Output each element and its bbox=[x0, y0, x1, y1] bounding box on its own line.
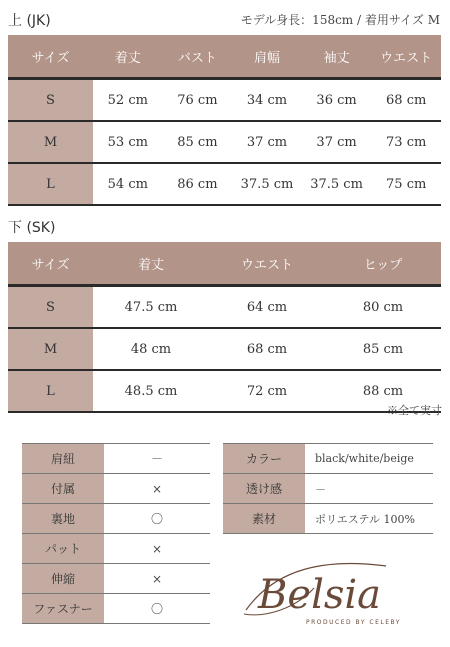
table-cell: 80 cm bbox=[325, 286, 441, 329]
header-cell: 着丈 bbox=[93, 35, 163, 79]
table-cell: 48.5 cm bbox=[93, 370, 209, 412]
table-cell: 68 cm bbox=[371, 79, 441, 122]
table-cell: 52 cm bbox=[93, 79, 163, 122]
table-cell: 85 cm bbox=[325, 328, 441, 370]
spec-key: カラー bbox=[223, 444, 305, 474]
top-size-table bbox=[8, 35, 441, 206]
measurement-note: ※全て実寸 bbox=[387, 404, 442, 417]
top-header-row bbox=[8, 35, 441, 79]
table-cell: 37 cm bbox=[232, 121, 302, 163]
bottom-size-table bbox=[8, 242, 441, 413]
spec-row bbox=[223, 474, 433, 504]
table-cell: 37 cm bbox=[302, 121, 372, 163]
table-cell: 76 cm bbox=[163, 79, 233, 122]
table-row bbox=[8, 163, 441, 205]
spec-row bbox=[22, 594, 210, 624]
spec-row bbox=[22, 444, 210, 474]
table-cell: 48 cm bbox=[93, 328, 209, 370]
logo-wordmark: Belsia bbox=[258, 572, 382, 618]
header-cell: ウエスト bbox=[209, 242, 325, 286]
size-label: L bbox=[8, 370, 93, 412]
spec-key: ファスナー bbox=[22, 594, 104, 624]
spec-value: 〇 bbox=[104, 504, 210, 534]
spec-key: 透け感 bbox=[223, 474, 305, 504]
model-size-note: モデル身長：158cm / 着用サイズ M bbox=[240, 13, 440, 27]
size-label: S bbox=[8, 286, 93, 329]
size-label: M bbox=[8, 328, 93, 370]
table-cell: 47.5 cm bbox=[93, 286, 209, 329]
bottom-section-title: 下 (SK) bbox=[8, 220, 56, 236]
header-cell: 袖丈 bbox=[302, 35, 372, 79]
spec-key: 裏地 bbox=[22, 504, 104, 534]
size-label: S bbox=[8, 79, 93, 122]
header-cell: ウエスト bbox=[371, 35, 441, 79]
header-cell: サイズ bbox=[8, 35, 93, 79]
table-cell: 36 cm bbox=[302, 79, 372, 122]
spec-table-left bbox=[22, 443, 210, 624]
table-row bbox=[8, 121, 441, 163]
spec-row bbox=[223, 504, 433, 534]
logo-tagline: PRODUCED BY CELEBY bbox=[306, 619, 401, 626]
spec-table-right bbox=[223, 443, 433, 534]
table-cell: 54 cm bbox=[93, 163, 163, 205]
table-row bbox=[8, 79, 441, 122]
spec-row bbox=[22, 504, 210, 534]
table-row bbox=[8, 286, 441, 329]
header-cell: 肩幅 bbox=[232, 35, 302, 79]
table-cell: 34 cm bbox=[232, 79, 302, 122]
spec-row bbox=[22, 534, 210, 564]
table-cell: 86 cm bbox=[163, 163, 233, 205]
bottom-header-row bbox=[8, 242, 441, 286]
size-label: M bbox=[8, 121, 93, 163]
table-cell: 85 cm bbox=[163, 121, 233, 163]
spec-value: × bbox=[104, 534, 210, 564]
header-cell: ヒップ bbox=[325, 242, 441, 286]
header-cell: バスト bbox=[163, 35, 233, 79]
spec-key: 素材 bbox=[223, 504, 305, 534]
header-cell: 着丈 bbox=[93, 242, 209, 286]
table-row bbox=[8, 328, 441, 370]
spec-value: ポリエステル 100% bbox=[305, 504, 433, 534]
top-section-title: 上 (JK) bbox=[8, 13, 51, 29]
spec-value: × bbox=[104, 474, 210, 504]
belsia-logo-graphic bbox=[236, 548, 444, 630]
table-cell: 72 cm bbox=[209, 370, 325, 412]
spec-value: 〇 bbox=[104, 594, 210, 624]
spec-value: － bbox=[104, 444, 210, 474]
table-cell: 37.5 cm bbox=[232, 163, 302, 205]
spec-key: 伸縮 bbox=[22, 564, 104, 594]
table-row bbox=[8, 370, 441, 412]
spec-value: × bbox=[104, 564, 210, 594]
spec-key: 肩紐 bbox=[22, 444, 104, 474]
table-cell: 64 cm bbox=[209, 286, 325, 329]
spec-key: 付属 bbox=[22, 474, 104, 504]
spec-row bbox=[223, 444, 433, 474]
spec-row bbox=[22, 474, 210, 504]
table-cell: 88 cm bbox=[325, 370, 441, 412]
spec-key: パット bbox=[22, 534, 104, 564]
spec-row bbox=[22, 564, 210, 594]
spec-value: － bbox=[305, 474, 433, 504]
table-cell: 68 cm bbox=[209, 328, 325, 370]
size-label: L bbox=[8, 163, 93, 205]
spec-value: black/white/beige bbox=[305, 444, 433, 474]
table-cell: 53 cm bbox=[93, 121, 163, 163]
header-cell: サイズ bbox=[8, 242, 93, 286]
brand-logo bbox=[236, 548, 444, 630]
table-cell: 37.5 cm bbox=[302, 163, 372, 205]
table-cell: 75 cm bbox=[371, 163, 441, 205]
table-cell: 73 cm bbox=[371, 121, 441, 163]
